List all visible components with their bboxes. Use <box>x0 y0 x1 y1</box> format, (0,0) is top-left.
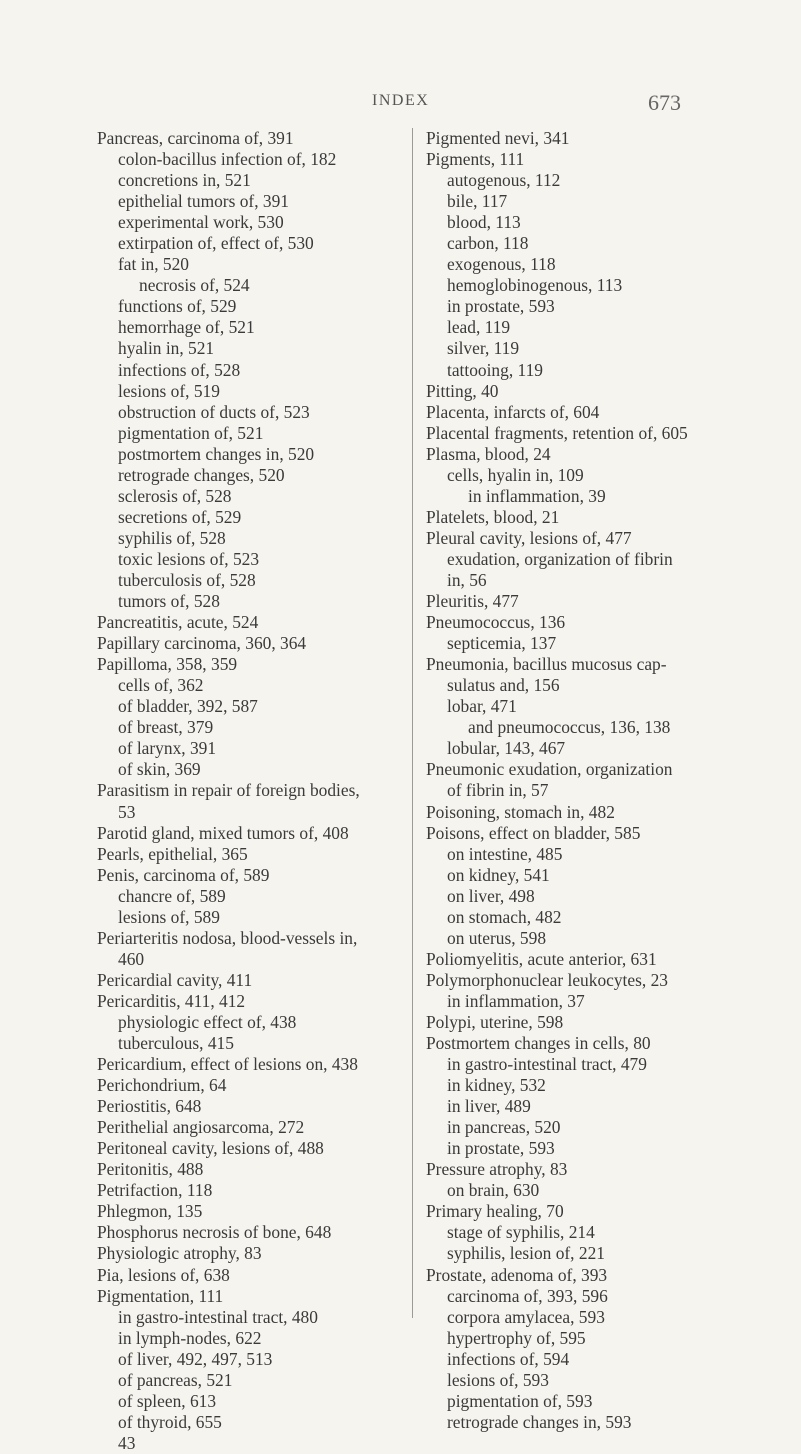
index-subentry: cells of, 362 <box>118 675 204 696</box>
index-subentry: in inflammation, 39 <box>468 485 606 506</box>
index-entry: Papilloma, 358, 359 <box>97 654 238 675</box>
index-subentry: bile, 117 <box>447 191 508 212</box>
index-subentry: secretions of, 529 <box>118 506 242 527</box>
index-subentry: necrosis of, 524 <box>139 275 250 296</box>
index-entry: Periostitis, 648 <box>97 1096 202 1117</box>
index-entry: Placenta, infarcts of, 604 <box>426 401 600 422</box>
index-subentry: lesions of, 593 <box>447 1369 549 1390</box>
index-subentry: in lymph-nodes, 622 <box>118 1327 262 1348</box>
index-entry: Pneumonic exudation, organization <box>426 759 673 780</box>
index-subentry: experimental work, 530 <box>118 212 284 233</box>
index-subentry: colon-bacillus infection of, 182 <box>118 149 337 170</box>
index-subentry: in prostate, 593 <box>447 1138 555 1159</box>
index-subentry: 43 <box>118 1432 136 1453</box>
index-subentry: infections of, 528 <box>118 359 241 380</box>
index-entry: Placental fragments, retention of, 605 <box>426 422 688 443</box>
index-entry: Physiologic atrophy, 83 <box>97 1243 262 1264</box>
index-subentry: carcinoma of, 393, 596 <box>447 1285 608 1306</box>
index-subentry: lesions of, 519 <box>118 380 220 401</box>
index-subentry: lesions of, 589 <box>118 906 220 927</box>
index-subentry: pigmentation of, 593 <box>447 1390 593 1411</box>
index-subentry: sclerosis of, 528 <box>118 485 232 506</box>
index-entry: Polypi, uterine, 598 <box>426 1011 564 1032</box>
index-subentry: 460 <box>118 948 145 969</box>
index-subentry: tattooing, 119 <box>447 359 543 380</box>
index-entry: Phlegmon, 135 <box>97 1201 203 1222</box>
index-entry: Pleuritis, 477 <box>426 591 519 612</box>
index-subentry: of larynx, 391 <box>118 738 217 759</box>
index-subentry: autogenous, 112 <box>447 170 561 191</box>
index-subentry: on intestine, 485 <box>447 843 563 864</box>
index-entry: Pigmented nevi, 341 <box>426 128 570 148</box>
index-subentry: lobar, 471 <box>447 696 517 717</box>
index-entry: Polymorphonuclear leukocytes, 23 <box>426 969 668 990</box>
column-divider <box>412 128 413 1318</box>
index-subentry: in gastro-intestinal tract, 480 <box>118 1306 318 1327</box>
index-entry: Pearls, epithelial, 365 <box>97 843 248 864</box>
index-entry: Petrifaction, 118 <box>97 1180 213 1201</box>
index-subentry: fat in, 520 <box>118 254 189 275</box>
index-entry: Primary healing, 70 <box>426 1201 564 1222</box>
index-entry: Pancreas, carcinoma of, 391 <box>97 128 294 148</box>
index-subentry: on stomach, 482 <box>447 906 562 927</box>
index-subentry: hyalin in, 521 <box>118 338 215 359</box>
index-entry: Peritonitis, 488 <box>97 1159 204 1180</box>
index-entry: Poisons, effect on bladder, 585 <box>426 822 641 843</box>
index-entry: Plasma, blood, 24 <box>426 443 551 464</box>
index-subentry: tumors of, 528 <box>118 591 220 612</box>
index-entry: Pleural cavity, lesions of, 477 <box>426 527 632 548</box>
index-subentry: pigmentation of, 521 <box>118 422 264 443</box>
running-title: INDEX <box>372 92 430 109</box>
index-subentry: physiologic effect of, 438 <box>118 1011 297 1032</box>
index-subentry: of thyroid, 655 <box>118 1411 222 1432</box>
index-subentry: in prostate, 593 <box>447 296 555 317</box>
index-subentry: of fibrin in, 57 <box>447 780 549 801</box>
index-subentry: concretions in, 521 <box>118 170 251 191</box>
index-entry: Pericarditis, 411, 412 <box>97 990 246 1011</box>
index-subentry: chancre of, 589 <box>118 885 226 906</box>
index-entry: Pericardium, effect of lesions on, 438 <box>97 1054 358 1075</box>
index-subentry: tuberculous, 415 <box>118 1033 234 1054</box>
index-subentry: 53 <box>118 801 136 822</box>
index-subentry: of bladder, 392, 587 <box>118 696 258 717</box>
index-entry: Penis, carcinoma of, 589 <box>97 864 270 885</box>
index-entry: Pancreatitis, acute, 524 <box>97 612 259 633</box>
index-subentry: in gastro-intestinal tract, 479 <box>447 1054 647 1075</box>
index-subentry: in liver, 489 <box>447 1096 531 1117</box>
index-subentry: postmortem changes in, 520 <box>118 443 315 464</box>
index-entry: Pericardial cavity, 411 <box>97 969 253 990</box>
index-column-left <box>97 128 397 1454</box>
index-subentry: carbon, 118 <box>447 233 529 254</box>
index-entry: Pitting, 40 <box>426 380 499 401</box>
index-subentry: exudation, organization of fibrin <box>447 548 673 569</box>
index-subentry: syphilis of, 528 <box>118 527 226 548</box>
index-entry: Poliomyelitis, acute anterior, 631 <box>426 948 657 969</box>
index-entry: Prostate, adenoma of, 393 <box>426 1264 608 1285</box>
index-subentry: syphilis, lesion of, 221 <box>447 1243 605 1264</box>
index-subentry: lobular, 143, 467 <box>447 738 566 759</box>
index-subentry: corpora amylacea, 593 <box>447 1306 605 1327</box>
index-subentry: septicemia, 137 <box>447 633 557 654</box>
index-entry: Poisoning, stomach in, 482 <box>426 801 615 822</box>
index-entry: Papillary carcinoma, 360, 364 <box>97 633 307 654</box>
index-subentry: blood, 113 <box>447 212 521 233</box>
index-entry: Pigments, 111 <box>426 149 525 170</box>
index-entry: Platelets, blood, 21 <box>426 506 560 527</box>
index-entry: Parotid gland, mixed tumors of, 408 <box>97 822 349 843</box>
index-subentry: hemoglobinogenous, 113 <box>447 275 623 296</box>
index-entry: Pneumococcus, 136 <box>426 612 566 633</box>
index-subentry: toxic lesions of, 523 <box>118 548 260 569</box>
index-subentry: and pneumococcus, 136, 138 <box>468 717 671 738</box>
page-number: 673 <box>648 90 681 115</box>
index-subentry: on kidney, 541 <box>447 864 550 885</box>
index-subentry: silver, 119 <box>447 338 520 359</box>
index-subentry: in, 56 <box>447 569 487 590</box>
index-subentry: in inflammation, 37 <box>447 990 585 1011</box>
index-entry: Perithelial angiosarcoma, 272 <box>97 1117 305 1138</box>
index-subentry: sulatus and, 156 <box>447 675 560 696</box>
index-subentry: retrograde changes, 520 <box>118 464 285 485</box>
index-subentry: hypertrophy of, 595 <box>447 1327 586 1348</box>
page-header <box>0 92 801 122</box>
index-subentry: of liver, 492, 497, 513 <box>118 1348 273 1369</box>
index-entry: Periarteritis nodosa, blood-vessels in, <box>97 927 358 948</box>
index-column-right <box>426 128 731 1433</box>
index-subentry: obstruction of ducts of, 523 <box>118 401 310 422</box>
index-entry: Phosphorus necrosis of bone, 648 <box>97 1222 332 1243</box>
index-subentry: hemorrhage of, 521 <box>118 317 255 338</box>
index-subentry: of breast, 379 <box>118 717 214 738</box>
index-subentry: of pancreas, 521 <box>118 1369 233 1390</box>
index-subentry: tuberculosis of, 528 <box>118 569 256 590</box>
index-subentry: on liver, 498 <box>447 885 535 906</box>
index-entry: Pia, lesions of, 638 <box>97 1264 230 1285</box>
index-subentry: lead, 119 <box>447 317 511 338</box>
index-subentry: cells, hyalin in, 109 <box>447 464 584 485</box>
index-entry: Peritoneal cavity, lesions of, 488 <box>97 1138 324 1159</box>
index-subentry: of spleen, 613 <box>118 1390 217 1411</box>
index-subentry: exogenous, 118 <box>447 254 556 275</box>
index-entry: Perichondrium, 64 <box>97 1075 227 1096</box>
index-subentry: stage of syphilis, 214 <box>447 1222 595 1243</box>
index-subentry: of skin, 369 <box>118 759 201 780</box>
index-subentry: in kidney, 532 <box>447 1075 546 1096</box>
index-subentry: in pancreas, 520 <box>447 1117 561 1138</box>
index-entry: Postmortem changes in cells, 80 <box>426 1033 651 1054</box>
index-subentry: infections of, 594 <box>447 1348 570 1369</box>
index-entry: Pneumonia, bacillus mucosus cap- <box>426 654 667 675</box>
index-subentry: on brain, 630 <box>447 1180 540 1201</box>
index-subentry: epithelial tumors of, 391 <box>118 191 289 212</box>
index-subentry: on uterus, 598 <box>447 927 547 948</box>
index-entry: Pigmentation, 111 <box>97 1285 224 1306</box>
index-entry: Pressure atrophy, 83 <box>426 1159 568 1180</box>
index-subentry: extirpation of, effect of, 530 <box>118 233 314 254</box>
index-entry: Parasitism in repair of foreign bodies, <box>97 780 360 801</box>
index-subentry: retrograde changes in, 593 <box>447 1411 632 1432</box>
index-subentry: functions of, 529 <box>118 296 237 317</box>
